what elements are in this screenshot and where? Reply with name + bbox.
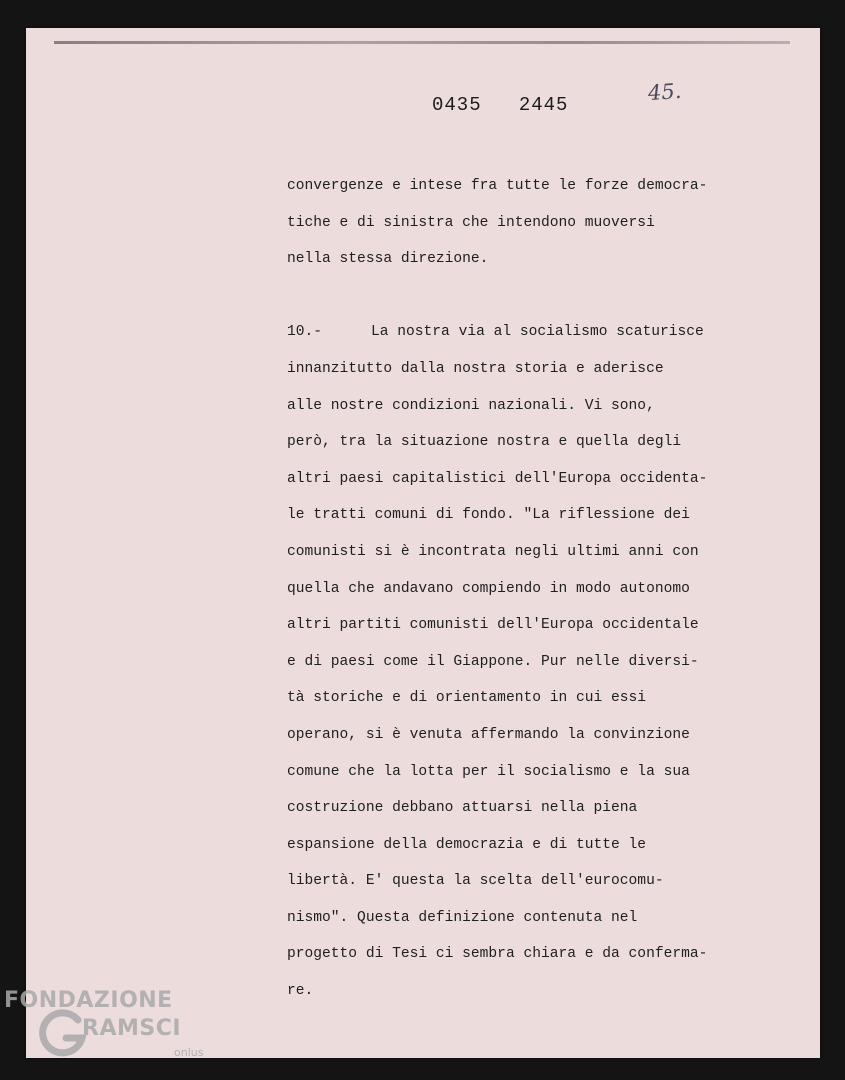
- text-line: comune che la lotta per il socialismo e la sua: [287, 763, 690, 780]
- text-line: espansione della democrazia e di tutte le: [287, 836, 647, 853]
- text-line: La nostra via al socialismo scaturisce: [371, 324, 704, 341]
- typed-body-text: [287, 168, 807, 1010]
- paragraph-10: [287, 314, 807, 1009]
- text-line: nismo". Questa definizione contenuta nel: [287, 909, 638, 926]
- text-line: progetto di Tesi ci sembra chiara e da conferma-: [287, 946, 708, 963]
- text-line: e di paesi come il Giappone. Pur nelle diversi-: [287, 653, 699, 670]
- text-line: alle nostre condizioni nazionali. Vi sono,: [287, 397, 655, 414]
- document-page: [26, 28, 820, 1058]
- paragraph-number: 10.-: [287, 324, 323, 341]
- text-line: altri partiti comunisti dell'Europa occidentale: [287, 617, 699, 634]
- text-line: le tratti comuni di fondo. "La riflessione dei: [287, 507, 690, 524]
- text-line: re.: [287, 983, 314, 1000]
- text-line: comunisti si è incontrata negli ultimi anni con: [287, 543, 699, 560]
- text-line: però, tra la situazione nostra e quella degli: [287, 434, 682, 451]
- text-line: libertà. E' questa la scelta dell'eurocomu-: [287, 873, 664, 890]
- text-line: tà storiche e di orientamento in cui essi: [287, 690, 647, 707]
- paragraph-continuation: [287, 168, 807, 278]
- text-line: costruzione debbano attuarsi nella piena: [287, 800, 638, 817]
- watermark-line-2: RAMSCI: [82, 1016, 182, 1041]
- fondazione-gramsci-watermark: [4, 988, 214, 1076]
- text-line: tiche e di sinistra che intendono muoversi: [287, 214, 655, 231]
- paragraph-gap: [287, 278, 807, 315]
- watermark-line-1: FONDAZIONE: [4, 988, 173, 1013]
- text-line: operano, si è venuta affermando la convinzione: [287, 726, 690, 743]
- text-line: innanzitutto dalla nostra storia e aderisce: [287, 360, 664, 377]
- text-line: nella stessa direzione.: [287, 251, 489, 268]
- watermark-line-3: onlus: [174, 1046, 204, 1059]
- text-line: quella che andavano compiendo in modo autonomo: [287, 580, 690, 597]
- paragraph-first-line: [287, 314, 807, 351]
- text-line: convergenze e intese fra tutte le forze democra-: [287, 178, 708, 194]
- text-line: altri paesi capitalistici dell'Europa occidenta-: [287, 470, 708, 487]
- archive-number: 0435 2445: [432, 94, 569, 116]
- handwritten-page-number: 45.: [647, 78, 683, 106]
- top-edge-rule: [54, 41, 790, 44]
